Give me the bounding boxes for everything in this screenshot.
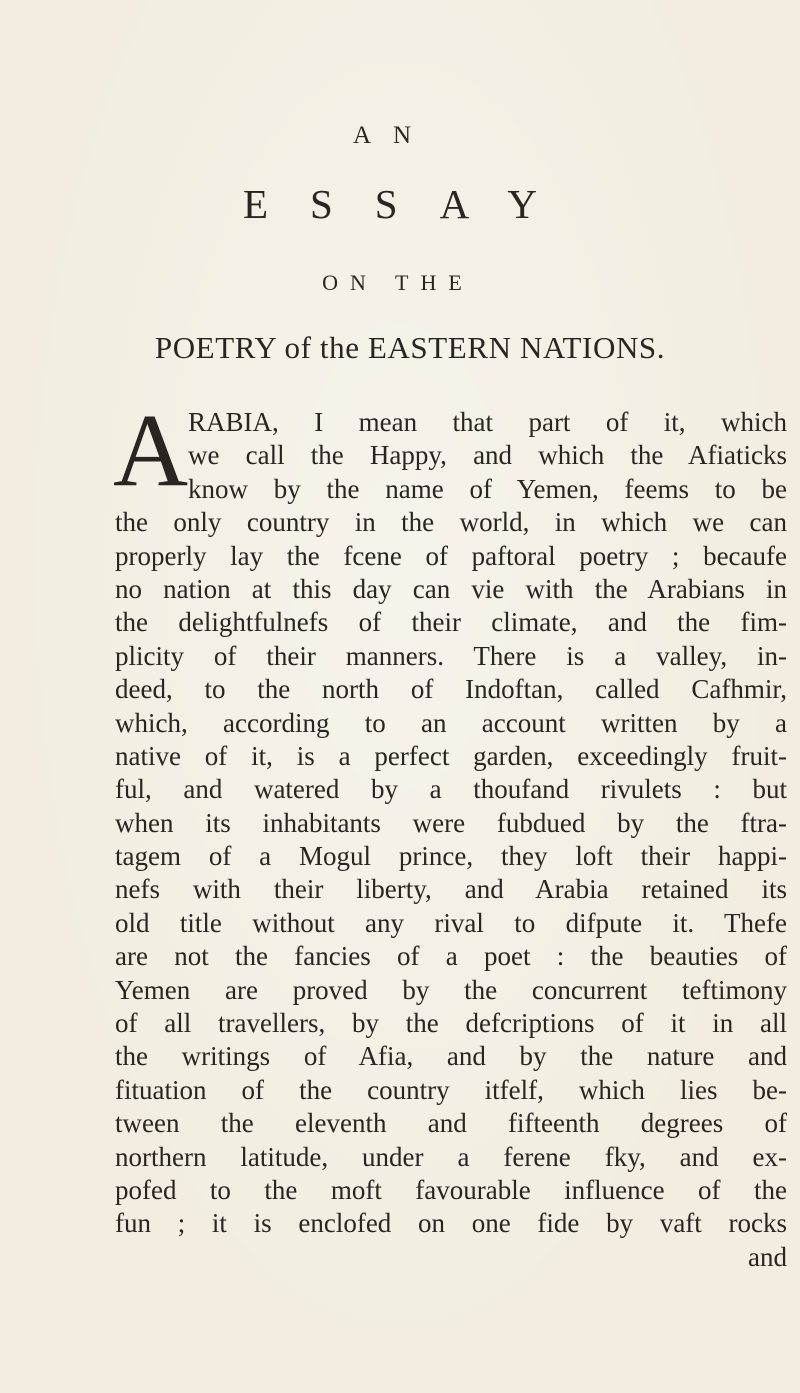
- heading-essay: ESSAY: [242, 181, 580, 227]
- text-line: native of it, is a perfect garden, exceedingly fruit-: [115, 740, 787, 771]
- text-line: pofed to the moft favourable influence of the: [115, 1174, 787, 1205]
- text-line: northern latitude, under a ferene fky, and ex-: [115, 1141, 787, 1172]
- text-line: we call the Happy, and which the Afiaticks: [188, 440, 787, 471]
- heading-on-the: ON THE: [322, 270, 474, 295]
- text-line: no nation at this day can vie with the Arabians in: [115, 573, 787, 604]
- drop-cap-letter: A: [113, 393, 189, 508]
- text-line: the writings of Afia, and by the nature and: [115, 1041, 787, 1072]
- text-line: which, according to an account written by a: [115, 707, 787, 738]
- text-line: of all travellers, by the defcriptions of it in all: [115, 1008, 787, 1039]
- text-line: plicity of their manners. There is a valley, in-: [115, 640, 787, 671]
- text-line: tween the eleventh and fifteenth degrees of: [115, 1108, 787, 1139]
- heading-poetry-title: POETRY of the EASTERN NATIONS.: [154, 330, 666, 365]
- catchword: and: [748, 1241, 787, 1272]
- text-line: properly lay the fcene of paftoral poetry ; becaufe: [115, 540, 787, 571]
- text-line: when its inhabitants were fubdued by the ftra-: [115, 807, 787, 838]
- text-line: old title without any rival to difpute it. Thefe: [115, 907, 787, 938]
- text-line: the delightfulnefs of their climate, and the fim-: [115, 607, 787, 638]
- text-line: ful, and watered by a thoufand rivulets : but: [115, 774, 787, 805]
- text-line: tagem of a Mogul prince, they loft their happi-: [115, 841, 787, 872]
- text-line: the only country in the world, in which we can: [115, 507, 787, 538]
- text-line: Yemen are proved by the concurrent teftimony: [115, 974, 787, 1005]
- essay-body-text: [115, 406, 787, 1274]
- text-line: deed, to the north of Indoftan, called Cafhmir,: [115, 674, 787, 705]
- text-line: fun ; it is enclofed on one fide by vaft rocks: [115, 1208, 787, 1239]
- text-line: know by the name of Yemen, feems to be: [188, 473, 787, 504]
- text-line: are not the fancies of a poet : the beauties of: [115, 941, 787, 972]
- heading-an: AN: [352, 122, 434, 149]
- text-line: fituation of the country itfelf, which lies be-: [115, 1074, 787, 1105]
- text-line: RABIA, I mean that part of it, which: [188, 407, 787, 437]
- text-line: nefs with their liberty, and Arabia retained its: [115, 874, 787, 905]
